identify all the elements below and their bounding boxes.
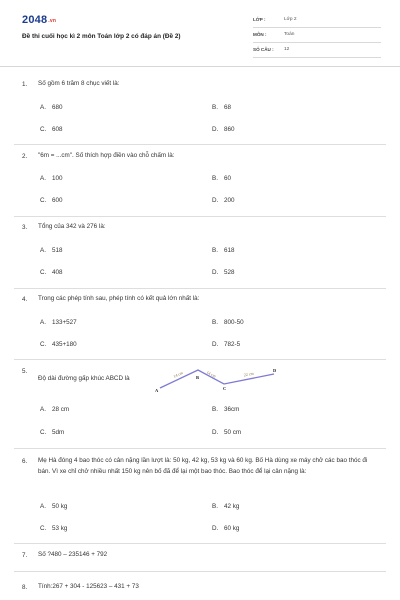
option-letter: A. [40,247,46,254]
option-d[interactable] [212,269,235,276]
option-letter: B. [212,104,218,111]
question-number: 1. [22,81,28,88]
option-d[interactable] [212,126,235,133]
option-d[interactable] [212,525,239,532]
option-c[interactable] [40,429,64,436]
option-b[interactable] [212,406,239,413]
option-letter: B. [212,406,218,413]
option-value: 435+180 [52,341,77,348]
option-d[interactable] [212,429,241,436]
option-letter: A. [40,406,46,413]
divider [14,288,386,289]
option-value: 782-5 [224,341,241,348]
option-letter: C. [40,197,47,204]
option-letter: C. [40,269,47,276]
option-c[interactable] [40,341,77,348]
question-text: Trong các phép tính sau, phép tính có kết quả lớn nhất là: [38,295,200,302]
option-value: 600 [52,197,63,204]
question-number: 5. [22,368,28,375]
option-letter: A. [40,319,46,326]
option-letter: D. [212,525,219,532]
option-letter: A. [40,503,46,510]
option-value: 200 [224,197,235,204]
option-value: 42 kg [224,503,240,510]
option-c[interactable] [40,269,63,276]
point-c-label: C [223,386,227,391]
segment-cd-label: 22 cm [243,370,254,378]
option-letter: C. [40,341,47,348]
meta-subject-row [253,30,381,43]
option-value: 800-50 [224,319,244,326]
option-letter: B. [212,175,218,182]
option-letter: B. [212,503,218,510]
option-b[interactable] [212,175,231,182]
meta-label: SỐ CÂU : [253,47,274,52]
option-letter: B. [212,319,218,326]
option-letter: D. [212,341,219,348]
question-text: Số ?480 – 235146 + 792 [38,551,108,558]
option-b[interactable] [212,104,231,111]
option-a[interactable] [40,104,63,111]
divider [14,448,386,449]
option-value: 60 [224,175,232,182]
point-b-label: B [196,375,200,380]
option-value: 680 [52,104,63,111]
option-letter: C. [40,126,47,133]
option-letter: D. [212,126,219,133]
option-value: 53 kg [52,525,68,532]
question-text: Mẹ Hà đóng 4 bao thóc có cân nặng lần lượt là: 50 kg, 42 kg, 53 kg và 60 kg. Bố Hà dùng xe máy chở các bao thóc đi bán. Vì xe chỉ chở nhiều nhất 150 kg nên bố đã để lại một bao thóc. Bao thóc để lại cân nặng là: [38,457,368,475]
option-letter: B. [212,247,218,254]
divider [14,144,386,145]
segment-ab-label: 14 cm [172,370,184,379]
option-value: 100 [52,175,63,182]
question-number: 4. [22,296,28,303]
option-value: 28 cm [52,406,70,413]
option-d[interactable] [212,341,240,348]
meta-value: Toán [284,32,295,37]
logo-text: 2048 [22,14,48,26]
option-value: 528 [224,269,235,276]
option-letter: C. [40,429,47,436]
logo-suffix: .vn [48,18,57,24]
question-text: "6m = ...cm". Số thích hợp điền vào chỗ chấm là: [38,152,175,159]
meta-value: Lớp 2 [284,17,297,22]
option-value: 618 [224,247,235,254]
option-value: 60 kg [224,525,240,532]
question-text: Độ dài đường gấp khúc ABCD là [38,375,130,382]
point-a-label: A [155,388,159,393]
divider [14,359,386,360]
site-logo[interactable] [22,14,56,26]
option-b[interactable] [212,503,239,510]
option-value: 68 [224,104,232,111]
option-a[interactable] [40,175,63,182]
option-value: 608 [52,126,63,133]
option-letter: C. [40,525,47,532]
option-a[interactable] [40,406,69,413]
option-c[interactable] [40,525,67,532]
page-title: Đề thi cuối học kì 2 môn Toán lớp 2 có đáp án (Đề 2) [22,33,181,40]
option-a[interactable] [40,503,67,510]
point-d-label: D [273,368,277,373]
option-value: 5dm [52,429,65,436]
meta-label: LỚP : [253,17,266,22]
option-c[interactable] [40,197,63,204]
option-b[interactable] [212,319,244,326]
question-text: Số gồm 6 trăm 8 chục viết là: [38,80,120,87]
option-c[interactable] [40,126,63,133]
polyline-abcd-figure [152,364,282,396]
option-letter: A. [40,175,46,182]
divider [14,571,386,572]
meta-value: 12 [284,47,290,52]
question-number: 7. [22,552,28,559]
option-value: 860 [224,126,235,133]
option-letter: A. [40,104,46,111]
option-letter: D. [212,197,219,204]
question-text: Tính:267 + 304 - 125623 – 431 + 73 [38,583,139,590]
option-value: 50 kg [52,503,68,510]
question-number: 8. [22,584,28,591]
option-value: 36cm [224,406,240,413]
page-header [0,0,400,67]
option-value: 50 cm [224,429,242,436]
option-a[interactable] [40,319,77,326]
divider [14,216,386,217]
question-number: 6. [22,458,28,465]
option-value: 518 [52,247,63,254]
question-number: 2. [22,153,28,160]
segment-bc-label: 14 cm [205,369,217,379]
meta-count-row [253,45,381,58]
option-letter: D. [212,429,219,436]
meta-class-row [253,15,381,28]
option-letter: D. [212,269,219,276]
option-d[interactable] [212,197,235,204]
option-a[interactable] [40,247,63,254]
option-value: 133+527 [52,319,77,326]
option-b[interactable] [212,247,235,254]
option-value: 408 [52,269,63,276]
meta-label: MÔN : [253,32,267,37]
question-number: 3. [22,224,28,231]
question-text: Tổng của 342 và 276 là: [38,223,106,230]
divider [14,543,386,544]
